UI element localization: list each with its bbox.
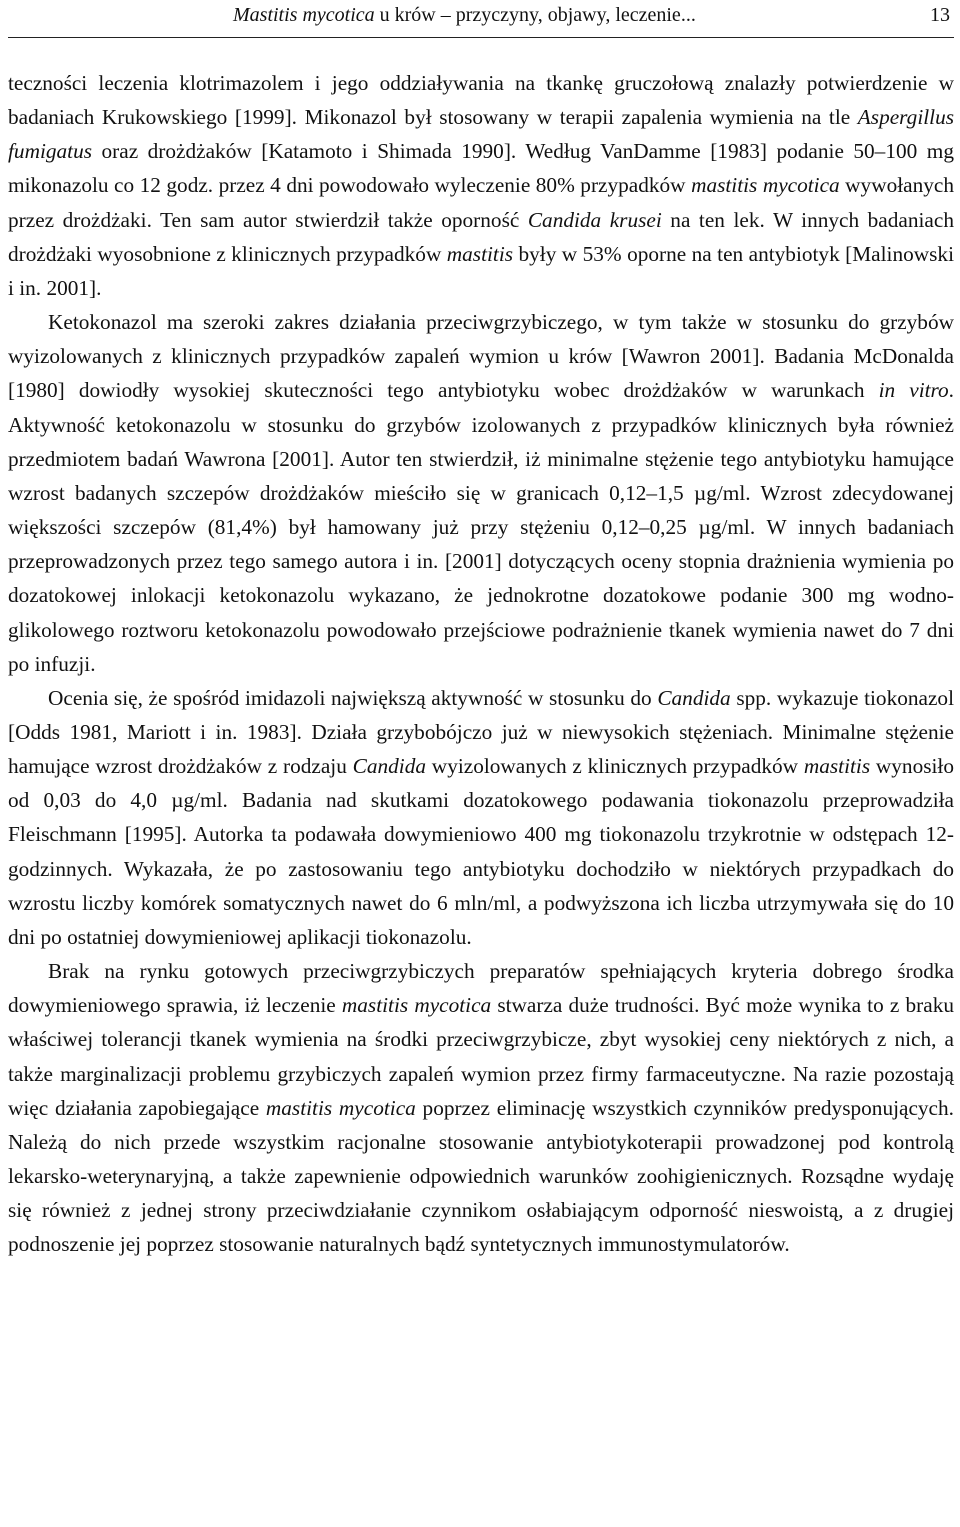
text-run: Ocenia się, że spośród imidazoli największą aktywność w stosunku do xyxy=(48,685,658,710)
header-title-italic: Mastitis mycotica xyxy=(233,4,375,26)
italic-run: mastitis xyxy=(803,754,871,779)
text-run: wyizolowanych z klinicznych przypadków xyxy=(426,754,804,779)
page-number: 13 xyxy=(930,4,950,26)
text-run: stwarza duże trudności. Być może wynika to z braku właściwej tolerancji tkanek wymienia na środki przeciwgrzybicze, zbyt wysokiej ceny niektórych z nich, a także marginalizacji problemu grzybiczych zapaleń wymion przez firmy farmaceutyczne. Na razie pozostają więc działania zapobiegające xyxy=(8,993,954,1120)
text-run: teczności leczenia klotrimazolem i jego oddziaływania na tkankę gruczołową znalazły potwierdzenie w badaniach Krukowskiego [1999]. xyxy=(8,71,954,130)
italic-run: Candida xyxy=(352,754,427,779)
text-run: były w 53% oporne na ten antybiotyk [Malinowski i in. 2001]. xyxy=(8,241,954,300)
text-run: poprzez eliminację wszystkich czynników predysponujących. Należą do nich przede wszystkim racjonalne stosowanie antybiotykoterapii prowadzonej pod kontrolą lekarsko-weterynaryjną, a także zapewnienie odpowiednich warunków zoohigienicznych. Rozsądne wydaję się również z jednej strony przeciwdziałanie czynnikom osłabiającym odporność nieswoistą, a z drugiej podnoszenie jej poprzez stosowanie naturalnych bądź syntetycznych immunostymulatorów. xyxy=(8,1095,954,1257)
body-text xyxy=(8,66,954,1261)
italic-run: Aspergillus fumigatus xyxy=(8,105,955,164)
header-title xyxy=(233,0,696,30)
italic-run: in vitro xyxy=(878,378,949,403)
text-run: . Aktywność ketokonazolu w stosunku do grzybów izolowanych z przypadków klinicznych była również przedmiotem badań Wawrona [2001]. Autor ten stwierdził, iż minimalne stężenie tego antybiotyku hamujące wzrost badanych szczepów drożdżaków mieściło się w granicach 0,12–1,5 µg/ml. Wzrost zdecydowanej większości szczepów (81,4%) był hamowany już przy stężeniu 0,12–0,25 µg/ml. W innych badaniach przeprowadzonych przez tego samego autora i in. [2001] dotyczących oceny stopnia drażnienia wymienia po dozatokowej inlokacji ketokonazolu wykazano, że jednokrotne dozatokowe podanie 300 mg wodno-glikolowego roztworu ketokonazolu powodowało przejściowe podrażnienie tkanek wymienia nawet do 7 dni po infuzji. xyxy=(8,378,954,676)
header-title-rest: u krów – przyczyny, objawy, leczenie... xyxy=(374,4,696,26)
text-run: oraz drożdżaków [Katamoto i Shimada 1990]. Według VanDamme [1983] podanie 50–100 mg mikonazolu co 12 godz. przez 4 dni powodowało wyleczenie 80% przypadków xyxy=(8,139,954,198)
italic-run: mastitis xyxy=(446,241,514,266)
text-run: wynosiło od 0,03 do 4,0 µg/ml. Badania nad skutkami dozatokowego podawania tiokonazolu przeprowadziła Fleischmann [1995]. Autorka ta podawała dowymieniowo 400 mg tiokonazolu trzykrotnie w odstępach 12-godzinnych. Wykazała, że po zastosowaniu tego antybiotyku dochodziło w niektórych przypadkach do wzrostu liczby komórek somatycznych nawet do 6 mln/ml, a podwyższona ich liczba utrzymywała się do 10 dni po ostatniej dowymieniowej aplikacji tiokonazolu. xyxy=(8,754,954,949)
italic-run: mastitis mycotica xyxy=(341,993,492,1018)
italic-run: mastitis mycotica xyxy=(691,173,840,198)
text-run: na ten lek. W innych badaniach drożdżaki wyosobnione z klinicznych przypadków xyxy=(8,207,954,266)
paragraph xyxy=(8,954,954,1261)
italic-run: Candida krusei xyxy=(527,207,662,232)
text-run: Ketokonazol ma szeroki zakres działania przeciwgrzybiczego, w tym także w stosunku do grzybów wyizolowanych z klinicznych przypadków zapaleń wymion u krów [Wawron 2001]. Badania McDonalda [1980] dowiodły wysokiej skuteczności tego antybiotyku wobec drożdżaków w warunkach xyxy=(8,310,954,403)
text-run: Brak na rynku gotowych przeciwgrzybiczych preparatów spełniających kryteria dobrego środka dowymieniowego sprawia, iż leczenie xyxy=(8,959,954,1018)
running-header xyxy=(8,0,954,38)
paragraph xyxy=(8,681,954,954)
text-run: Mikonazol był stosowany w terapii zapalenia wymienia na tle xyxy=(304,105,858,130)
text-run: spp. wykazuje tiokonazol [Odds 1981, Mariott i in. 1983]. Działa grzybobójczo już w niewysokich stężeniach. Minimalne stężenie hamujące wzrost drożdżaków z rodzaju xyxy=(8,685,954,779)
paragraph xyxy=(8,305,954,681)
text-run: wywołanych przez drożdżaki. Ten sam autor stwierdził także oporność xyxy=(8,173,954,232)
paragraph xyxy=(8,66,954,305)
italic-run: Candida xyxy=(657,685,731,710)
italic-run: mastitis mycotica xyxy=(265,1095,416,1120)
